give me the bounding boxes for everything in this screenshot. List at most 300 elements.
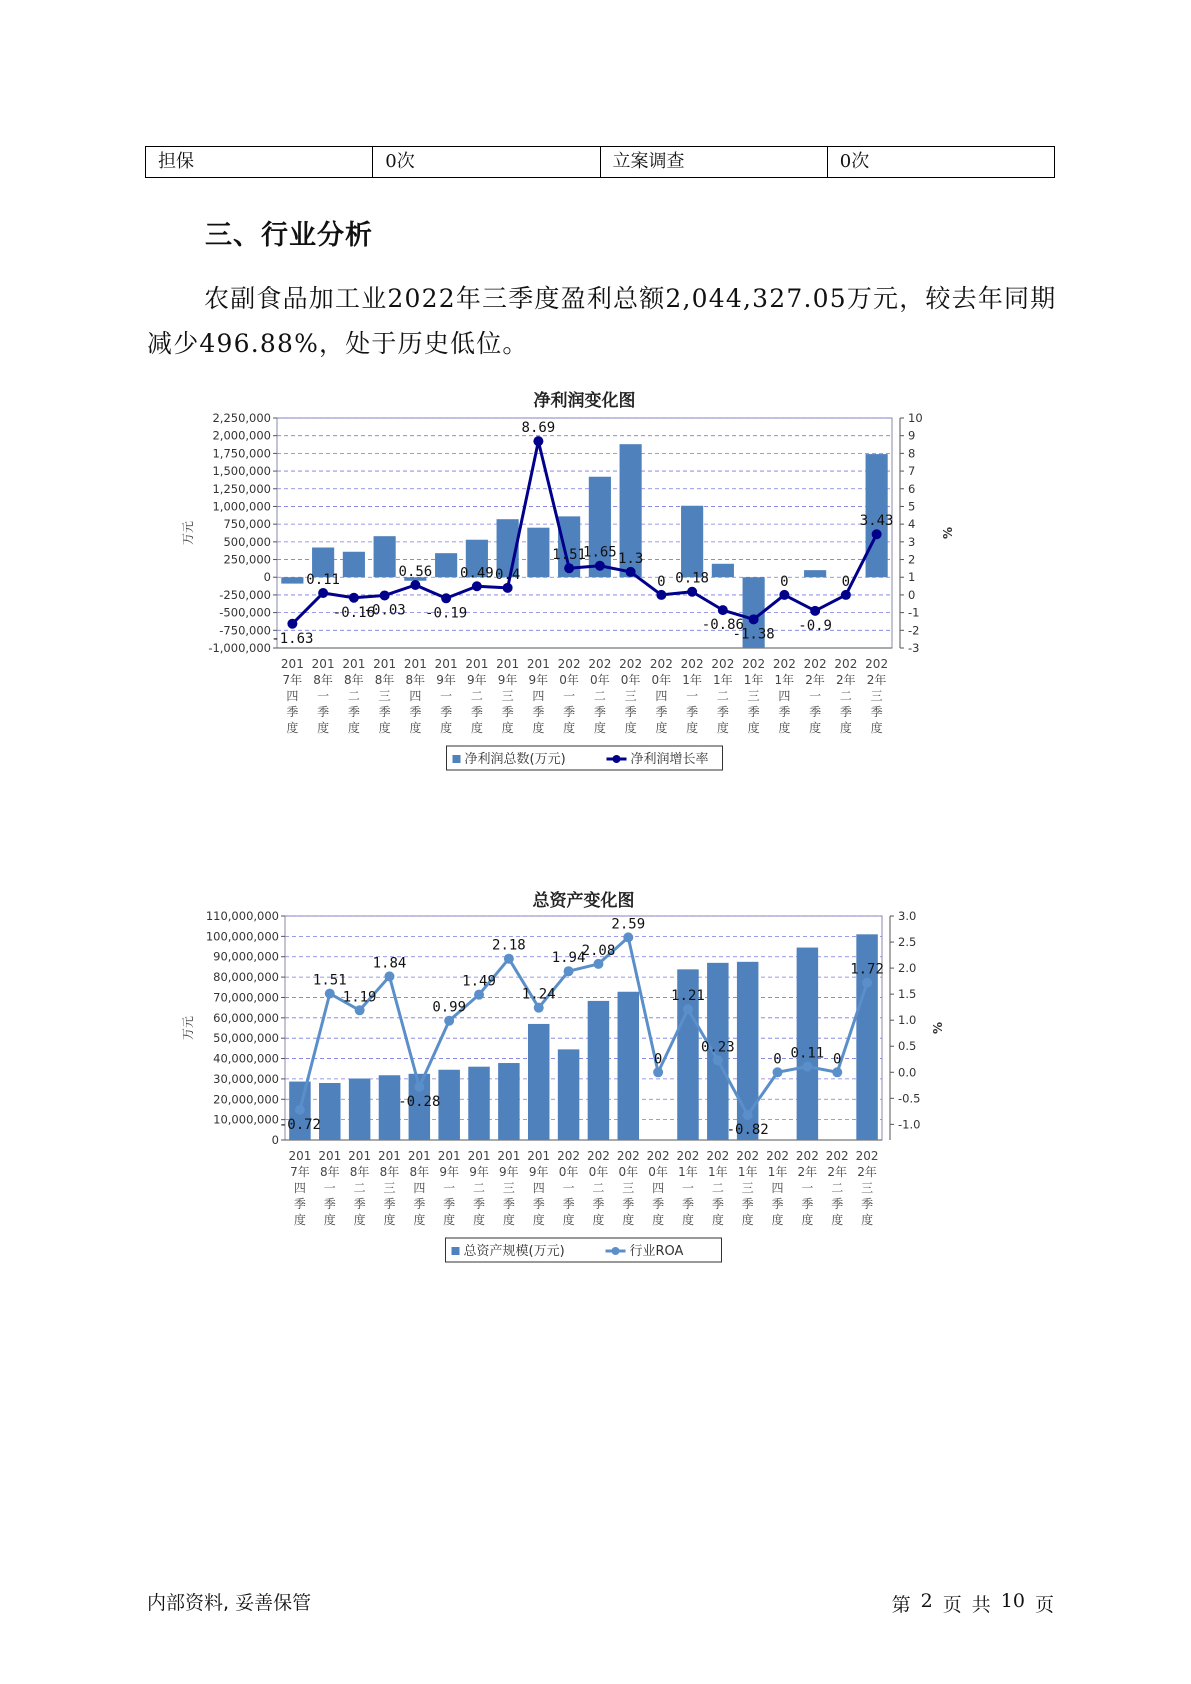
x-tick-label: 季 [383, 1197, 396, 1211]
y-left-tick-label: 1,750,000 [212, 446, 271, 461]
y-left-tick-label: 90,000,000 [213, 949, 279, 964]
line-point [713, 1055, 723, 1065]
y-left-tick-label: 500,000 [223, 534, 271, 549]
x-tick-label: 201 [348, 1149, 372, 1163]
line-point [534, 1003, 544, 1013]
x-tick-label: 9年 [499, 1165, 519, 1179]
x-tick-label: 季 [809, 705, 822, 719]
x-tick-label: 季 [839, 705, 852, 719]
x-tick-label: 202 [557, 657, 581, 671]
data-label: 1.84 [372, 955, 407, 972]
x-tick-label: 季 [681, 1197, 694, 1211]
x-tick-label: 度 [353, 1213, 366, 1227]
x-tick-label: 三 [378, 689, 391, 703]
line-point [414, 1082, 424, 1092]
legend-line-label: 行业ROA [629, 1244, 684, 1259]
x-tick-label: 0年 [618, 1165, 639, 1179]
data-label: 1.65 [583, 544, 617, 561]
line-point [593, 959, 603, 969]
data-label: 0.11 [306, 571, 340, 588]
line-point [779, 590, 789, 600]
data-label: 0 [773, 1051, 782, 1068]
data-label: 0.18 [675, 570, 709, 587]
data-label: -0.9 [798, 617, 832, 634]
x-tick-label: 度 [443, 1213, 456, 1227]
x-tick-label: 二 [470, 689, 483, 703]
line-point [749, 614, 759, 624]
x-tick-label: 季 [563, 705, 576, 719]
x-tick-label: 三 [741, 1181, 754, 1195]
y-right-tick-label: 0 [908, 587, 916, 602]
y-left-tick-label: 10,000,000 [213, 1112, 279, 1127]
x-tick-label: 202 [646, 1149, 670, 1163]
x-tick-label: 季 [652, 1197, 665, 1211]
line-point [503, 583, 513, 593]
y-right-axis-label: % [941, 526, 955, 540]
x-tick-label: 一 [686, 689, 699, 703]
x-tick-label: 1年 [767, 1165, 788, 1179]
data-label: 2.08 [581, 942, 616, 959]
x-tick-label: 四 [652, 1181, 665, 1195]
x-tick-label: 度 [562, 1213, 575, 1227]
legend-bar-label: 净利润总数(万元) [464, 752, 566, 767]
x-tick-label: 二 [347, 689, 360, 703]
x-tick-label: 度 [413, 1213, 426, 1227]
x-tick-label: 季 [747, 705, 760, 719]
x-tick-label: 202 [766, 1149, 789, 1163]
legend-line-marker [612, 1247, 620, 1255]
y-right-tick-label: -1.0 [898, 1117, 921, 1132]
x-tick-label: 三 [861, 1181, 874, 1195]
line-point [472, 581, 482, 591]
y-right-tick-label: 5 [908, 499, 916, 514]
data-label: 8.69 [521, 420, 556, 437]
x-tick-label: 201 [497, 1149, 521, 1163]
y-left-tick-label: 110,000,000 [205, 909, 279, 923]
x-tick-label: 度 [473, 1213, 486, 1227]
x-tick-label: 201 [342, 657, 366, 671]
x-tick-label: 0年 [588, 1165, 609, 1179]
data-label: 0.23 [700, 1039, 735, 1056]
bar [528, 1024, 549, 1140]
x-tick-label: 202 [586, 1149, 610, 1163]
x-tick-label: 201 [496, 657, 520, 671]
x-tick-label: 2年 [827, 1165, 848, 1179]
y-left-tick-label: 0 [263, 570, 271, 585]
x-tick-label: 202 [865, 657, 889, 671]
bar [435, 553, 457, 577]
line-point [773, 1067, 783, 1077]
x-tick-label: 四 [413, 1181, 426, 1195]
bar [281, 577, 303, 583]
y-left-tick-label: 40,000,000 [213, 1051, 279, 1066]
bar [374, 536, 396, 577]
x-tick-label: 度 [655, 721, 668, 735]
x-tick-label: 季 [655, 705, 668, 719]
y-right-tick-label: 9 [908, 428, 916, 443]
y-left-tick-label: 20,000,000 [213, 1092, 279, 1107]
y-left-tick-label: 2,250,000 [212, 411, 271, 425]
y-left-axis-label: 万元 [181, 520, 195, 546]
x-tick-label: 201 [378, 1149, 401, 1163]
line-point [325, 989, 335, 999]
x-tick-label: 季 [592, 1197, 605, 1211]
y-right-tick-label: 10 [908, 411, 923, 425]
line-point [832, 1067, 842, 1077]
x-tick-label: 季 [378, 705, 391, 719]
bar [804, 570, 826, 577]
x-tick-label: 季 [622, 1197, 635, 1211]
x-tick-label: 一 [809, 689, 822, 703]
x-tick-label: 度 [686, 721, 699, 735]
total-word: 共 [971, 1594, 991, 1616]
line-point [810, 606, 820, 616]
x-tick-label: 一 [323, 1181, 336, 1195]
x-tick-label: 201 [318, 1149, 342, 1163]
line-point [653, 1067, 663, 1077]
line-point [287, 619, 297, 629]
x-tick-label: 1年 [708, 1165, 728, 1179]
y-left-tick-label: -250,000 [219, 587, 271, 602]
table-cell: 0次 [373, 147, 600, 177]
data-label: 1.51 [312, 972, 347, 989]
x-tick-label: 度 [347, 721, 360, 735]
x-tick-label: 8年 [409, 1165, 430, 1179]
x-tick-label: 度 [563, 721, 576, 735]
x-tick-label: 9年 [497, 673, 518, 687]
y-left-tick-label: 750,000 [223, 517, 271, 532]
line-point [841, 590, 851, 600]
line-point [380, 590, 390, 600]
x-tick-label: 季 [624, 705, 637, 719]
line-point [718, 605, 728, 615]
x-tick-label: 度 [293, 1213, 306, 1227]
x-tick-label: 201 [280, 657, 304, 671]
x-tick-label: 度 [378, 721, 391, 735]
x-tick-label: 一 [443, 1181, 456, 1195]
y-left-tick-label: -1,000,000 [208, 641, 271, 655]
x-tick-label: 201 [437, 1149, 461, 1163]
y-right-tick-label: 1 [908, 570, 916, 585]
y-right-tick-label: 1.5 [898, 987, 917, 1002]
x-tick-label: 2年 [797, 1165, 818, 1179]
x-tick-label: 8年 [349, 1165, 370, 1179]
x-tick-label: 二 [839, 689, 852, 703]
x-tick-label: 202 [588, 657, 612, 671]
x-tick-label: 8年 [319, 1165, 340, 1179]
x-tick-label: 202 [825, 1149, 849, 1163]
data-label: 0 [841, 573, 851, 590]
x-tick-label: 202 [855, 1149, 879, 1163]
x-tick-label: 201 [526, 657, 550, 671]
total-assets-chart-svg [180, 888, 980, 1348]
x-tick-label: 度 [532, 1213, 545, 1227]
x-tick-label: 季 [440, 705, 453, 719]
bar [712, 564, 734, 577]
x-tick-label: 度 [409, 721, 422, 735]
page-word: 页 [942, 1594, 962, 1616]
legend-line-label: 净利润增长率 [630, 752, 709, 767]
x-tick-label: 季 [501, 705, 514, 719]
current-page: 2 [920, 1590, 933, 1612]
page-number [892, 1590, 1054, 1617]
line-point [687, 587, 697, 597]
x-tick-label: 季 [286, 705, 299, 719]
x-tick-label: 202 [711, 657, 735, 671]
x-tick-label: 9年 [528, 1165, 549, 1179]
data-label: 0 [653, 1051, 663, 1068]
x-tick-label: 度 [870, 721, 883, 735]
x-tick-label: 度 [532, 721, 545, 735]
y-left-tick-label: 80,000,000 [213, 970, 279, 985]
x-tick-label: 季 [686, 705, 699, 719]
line-point [533, 436, 543, 446]
x-tick-label: 二 [831, 1181, 844, 1195]
x-tick-label: 1年 [682, 673, 702, 687]
page-word: 页 [1034, 1594, 1054, 1616]
data-label: 0 [780, 573, 789, 590]
x-tick-label: 度 [622, 1213, 635, 1227]
line-point [295, 1105, 305, 1115]
data-label: -0.19 [425, 605, 468, 622]
data-label: -0.28 [398, 1093, 441, 1110]
x-tick-label: 三 [501, 689, 514, 703]
y-left-tick-label: -750,000 [219, 623, 271, 638]
line-point [384, 971, 394, 981]
line-point [349, 593, 359, 603]
x-tick-label: 一 [801, 1181, 814, 1195]
bar [343, 552, 365, 577]
x-tick-label: 二 [473, 1181, 486, 1195]
x-tick-label: 1年 [713, 673, 733, 687]
line-point [444, 1016, 454, 1026]
net-profit-chart-svg [180, 388, 980, 848]
x-tick-label: 201 [288, 1149, 312, 1163]
x-tick-label: 201 [527, 1149, 551, 1163]
net-profit-chart [180, 388, 980, 848]
analysis-paragraph: 农副食品加工业2022年三季度盈利总额2,044,327.05万元，较去年同期减少496.88%，处于历史低位。 [147, 284, 1057, 358]
legend-bar-swatch [453, 755, 461, 763]
legend-bar-swatch [452, 1247, 460, 1255]
line-point [595, 561, 605, 571]
bar [588, 1001, 609, 1140]
x-tick-label: 度 [839, 721, 852, 735]
x-tick-label: 一 [681, 1181, 694, 1195]
x-tick-label: 8年 [344, 673, 364, 687]
bar [527, 528, 549, 578]
x-tick-label: 度 [440, 721, 453, 735]
legend-line-marker [613, 755, 621, 763]
table-cell: 担保 [146, 147, 373, 177]
x-tick-label: 202 [803, 657, 827, 671]
x-tick-label: 四 [532, 689, 545, 703]
x-tick-label: 季 [470, 705, 483, 719]
x-tick-label: 度 [592, 1213, 605, 1227]
y-right-tick-label: -3 [908, 641, 920, 655]
x-tick-label: 2年 [866, 673, 887, 687]
x-tick-label: 季 [293, 1197, 306, 1211]
data-label: -0.03 [363, 602, 406, 619]
x-tick-label: 四 [771, 1181, 784, 1195]
x-tick-label: 度 [861, 1213, 874, 1227]
x-tick-label: 四 [409, 689, 422, 703]
bar [319, 1083, 340, 1140]
x-tick-label: 季 [831, 1197, 844, 1211]
line-point [623, 932, 633, 942]
y-left-tick-label: 30,000,000 [213, 1071, 279, 1086]
x-tick-label: 9年 [436, 673, 456, 687]
x-tick-label: 202 [795, 1149, 819, 1163]
line-point [410, 580, 420, 590]
x-tick-label: 度 [286, 721, 299, 735]
x-tick-label: 度 [652, 1213, 665, 1227]
x-tick-label: 季 [861, 1197, 874, 1211]
x-tick-label: 9年 [528, 673, 549, 687]
x-tick-label: 三 [502, 1181, 515, 1195]
x-tick-label: 202 [736, 1149, 760, 1163]
data-label: 1.19 [342, 989, 377, 1006]
x-tick-label: 201 [311, 657, 335, 671]
x-tick-label: 度 [771, 1213, 784, 1227]
x-tick-label: 0年 [651, 673, 672, 687]
total-assets-chart [180, 888, 980, 1348]
x-tick-label: 度 [741, 1213, 754, 1227]
x-tick-label: 8年 [405, 673, 426, 687]
y-right-tick-label: 6 [908, 481, 916, 496]
y-left-tick-label: 70,000,000 [213, 990, 279, 1005]
x-tick-label: 度 [711, 1213, 724, 1227]
x-tick-label: 季 [593, 705, 606, 719]
line-point [743, 1110, 753, 1120]
x-tick-label: 季 [347, 705, 360, 719]
x-tick-label: 季 [473, 1197, 486, 1211]
x-tick-label: 0年 [648, 1165, 668, 1179]
x-tick-label: 1年 [774, 673, 795, 687]
x-tick-label: 度 [470, 721, 483, 735]
x-tick-label: 二 [711, 1181, 724, 1195]
y-left-tick-label: 2,000,000 [212, 428, 271, 443]
x-tick-label: 三 [622, 1181, 635, 1195]
data-label: 3.43 [859, 513, 894, 530]
x-tick-label: 度 [747, 721, 760, 735]
y-right-tick-label: -2 [908, 623, 920, 638]
x-tick-label: 1年 [743, 673, 764, 687]
x-tick-label: 度 [716, 721, 729, 735]
table-cell: 0次 [839, 151, 870, 172]
x-tick-label: 度 [801, 1213, 814, 1227]
total-pages: 10 [1000, 1590, 1025, 1612]
y-right-tick-label: 0.0 [898, 1065, 917, 1080]
bar [681, 506, 703, 577]
chart-title: 净利润变化图 [533, 391, 636, 411]
x-tick-label: 8年 [379, 1165, 400, 1179]
x-tick-label: 季 [353, 1197, 366, 1211]
data-label: 2.59 [611, 916, 646, 933]
x-tick-label: 四 [778, 689, 791, 703]
data-label: 1.94 [551, 950, 586, 967]
y-right-tick-label: 1.0 [898, 1013, 917, 1028]
x-tick-label: 四 [532, 1181, 545, 1195]
x-tick-label: 度 [502, 1213, 515, 1227]
x-tick-label: 季 [502, 1197, 515, 1211]
x-tick-label: 三 [747, 689, 760, 703]
x-tick-label: 1年 [737, 1165, 758, 1179]
x-tick-label: 0年 [559, 673, 579, 687]
y-left-tick-label: 250,000 [223, 552, 271, 567]
line-point [862, 978, 872, 988]
line-point [564, 966, 574, 976]
x-tick-label: 季 [741, 1197, 754, 1211]
y-right-tick-label: -1 [908, 605, 920, 620]
x-tick-label: 202 [834, 657, 858, 671]
x-tick-label: 2年 [805, 673, 825, 687]
x-tick-label: 三 [383, 1181, 396, 1195]
bar [438, 1070, 459, 1140]
x-tick-label: 季 [323, 1197, 336, 1211]
x-tick-label: 季 [771, 1197, 784, 1211]
x-tick-label: 202 [772, 657, 796, 671]
data-label: -0.16 [332, 604, 375, 621]
y-left-tick-label: 0 [271, 1133, 279, 1147]
x-tick-label: 季 [562, 1197, 575, 1211]
line-point [656, 590, 666, 600]
bar [797, 948, 818, 1140]
data-label: 1.24 [521, 986, 556, 1003]
y-left-axis-label: 万元 [181, 1015, 195, 1041]
x-tick-label: 度 [624, 721, 637, 735]
y-left-tick-label: -500,000 [219, 605, 271, 620]
line-point [318, 588, 328, 598]
x-tick-label: 202 [680, 657, 704, 671]
x-tick-label: 季 [716, 705, 729, 719]
x-tick-label: 202 [742, 657, 766, 671]
footer-confidential-note: 内部资料, 妥善保管 [147, 1592, 312, 1614]
x-tick-label: 度 [323, 1213, 336, 1227]
data-label: -0.86 [701, 617, 744, 634]
x-tick-label: 三 [870, 689, 883, 703]
x-tick-label: 度 [809, 721, 822, 735]
x-tick-label: 202 [649, 657, 673, 671]
data-label: 0.11 [790, 1045, 825, 1062]
section-heading: 三、行业分析 [205, 220, 373, 251]
y-right-tick-label: 4 [908, 517, 916, 532]
x-tick-label: 9年 [467, 673, 487, 687]
y-left-tick-label: 1,000,000 [212, 499, 271, 514]
x-tick-label: 季 [409, 705, 422, 719]
x-tick-label: 季 [532, 1197, 545, 1211]
y-right-tick-label: 8 [908, 446, 916, 461]
data-label: 0.4 [494, 566, 521, 583]
x-tick-label: 季 [870, 705, 883, 719]
x-tick-label: 8年 [313, 673, 333, 687]
x-tick-label: 202 [616, 1149, 640, 1163]
y-right-tick-label: 7 [908, 464, 916, 479]
x-tick-label: 202 [557, 1149, 581, 1163]
x-tick-label: 季 [443, 1197, 456, 1211]
x-tick-label: 四 [293, 1181, 306, 1195]
data-label: 0 [657, 573, 666, 590]
y-right-tick-label: 0.5 [898, 1039, 917, 1054]
x-tick-label: 201 [403, 657, 427, 671]
line-point [626, 567, 636, 577]
x-tick-label: 四 [655, 689, 668, 703]
x-tick-label: 二 [592, 1181, 605, 1195]
x-tick-label: 一 [440, 689, 453, 703]
x-tick-label: 202 [706, 1149, 730, 1163]
data-label: 0.56 [398, 564, 433, 581]
data-label: 2.18 [492, 937, 526, 954]
data-label: -0.72 [278, 1116, 322, 1133]
